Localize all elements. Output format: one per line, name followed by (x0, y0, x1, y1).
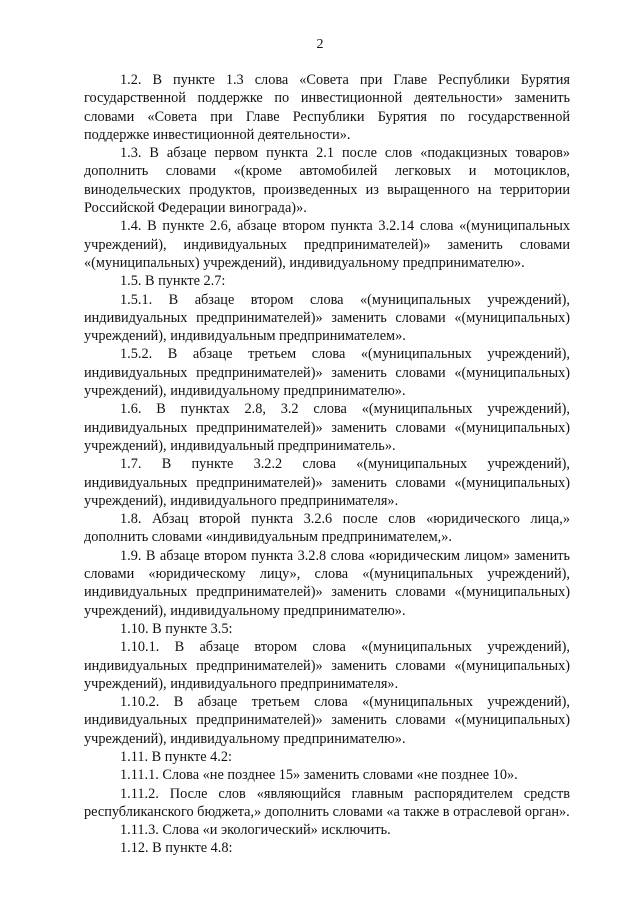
paragraph-1-12: 1.12. В пункте 4.8: (120, 840, 233, 857)
paragraph-1-9: 1.9. В абзаце втором пункта 3.2.8 слова «юридическим лицом» заменить словами «юридическому лицу», слова «(муниципальных учреждений), индивидуальных предпринимателей)» заменить словами «(муниципальных) учреждений), индивидуальному предпринимателю». (84, 547, 570, 619)
paragraph-1-11-1: 1.11.1. Слова «не позднее 15» заменить словами «не позднее 10». (120, 767, 518, 784)
paragraph-1-6: 1.6. В пунктах 2.8, 3.2 слова «(муниципальных учреждений), индивидуальных предпринимателей)» заменить словами «(муниципальных) учреждений), индивидуальный предприниматель». (84, 401, 570, 454)
paragraph-1-8: 1.8. Абзац второй пункта 3.2.6 после слов «юридического лица,» дополнить словами «индивидуальным предпринимателем,». (84, 511, 570, 546)
paragraph-1-5-2: 1.5.2. В абзаце третьем слова «(муниципальных учреждений), индивидуальных предпринимателей)» заменить словами «(муниципальных) учреждений), индивидуальному предпринимателю». (84, 346, 570, 400)
paragraph-1-2: 1.2. В пункте 1.3 слова «Совета при Главе Республики Бурятия государственной поддержке по инвестиционной деятельности» заменить словами «Совета при Главе Республики Бурятия по государственной поддержке инвестиционной деятельности». (84, 72, 570, 143)
paragraph-1-5-1: 1.5.1. В абзаце втором слова «(муниципальных учреждений), индивидуальных предпринимателей)» заменить словами «(муниципальных) учреждений), индивидуальным предпринимателем». (84, 291, 570, 345)
paragraph-1-4: 1.4. В пункте 2.6, абзаце втором пункта 3.2.14 слова «(муниципальных учреждений), индивидуальных предпринимателей)» заменить словами «(муниципальных) учреждений), индивидуальному предпринимателю». (84, 218, 570, 271)
paragraph-1-11-2: 1.11.2. После слов «являющийся главным распорядителем средств республиканского бюджета,» дополнить словами «а также в отраслевой орган». (84, 785, 570, 820)
paragraph-1-3: 1.3. В абзаце первом пункта 2.1 после слов «подакцизных товаров» дополнить словами «(кроме автомобилей легковых и мотоциклов, винодельческих продуктов, произведенных из выращенного на территории Российской Федерации винограда)». (84, 145, 570, 217)
paragraph-1-10-1: 1.10.1. В абзаце втором слова «(муниципальных учреждений), индивидуальных предпринимателей)» заменить словами «(муниципальных) учреждений), индивидуального предпринимателя». (84, 639, 570, 692)
paragraph-1-10-2: 1.10.2. В абзаце третьем слова «(муниципальных учреждений), индивидуальных предпринимателей)» заменить словами «(муниципальных) учреждений), индивидуальному предпринимателю». (84, 694, 570, 747)
document-body (84, 71, 570, 858)
paragraph-1-5: 1.5. В пункте 2.7: (120, 273, 226, 290)
paragraph-1-11: 1.11. В пункте 4.2: (120, 748, 232, 765)
page-number: 2 (316, 37, 324, 52)
paragraph-1-11-3: 1.11.3. Слова «и экологический» исключить. (120, 822, 391, 839)
paragraph-1-7: 1.7. В пункте 3.2.2 слова «(муниципальных учреждений), индивидуальных предпринимателей)» заменить словами «(муниципальных) учреждений), индивидуального предпринимателя». (84, 456, 570, 509)
paragraph-1-10: 1.10. В пункте 3.5: (120, 620, 233, 637)
